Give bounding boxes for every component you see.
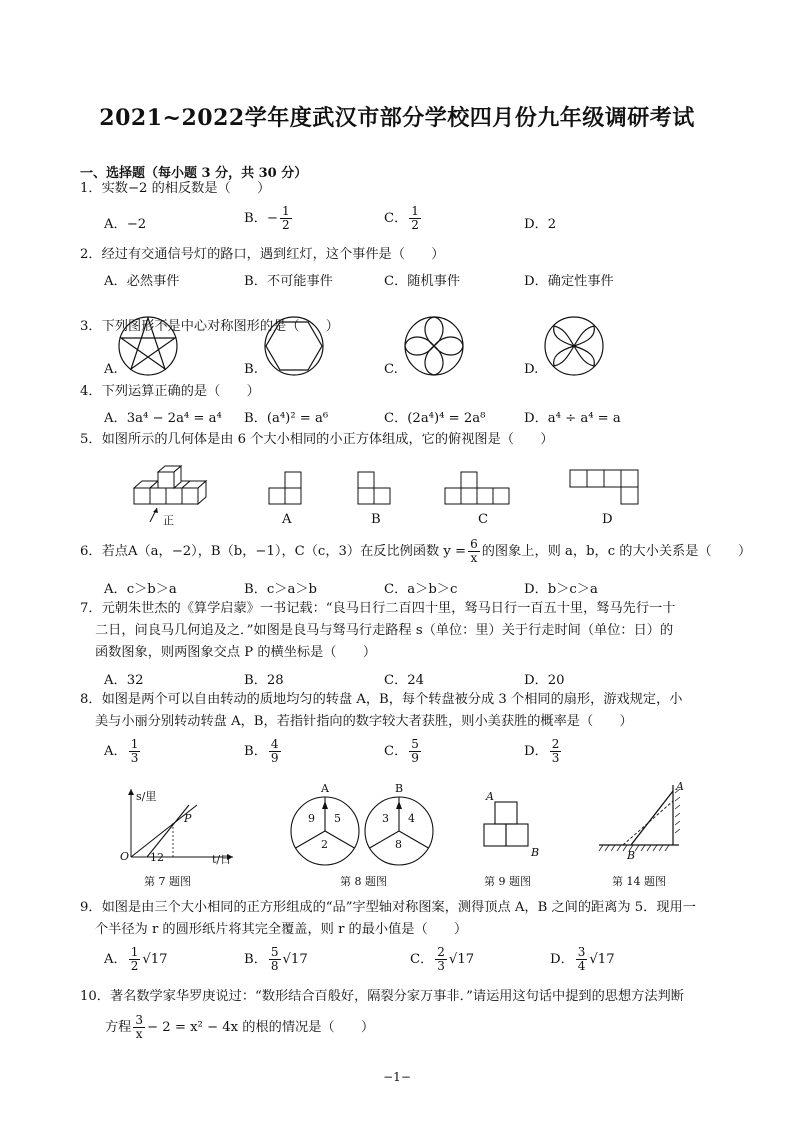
spinner-a-sector-1: 9 [308, 812, 315, 825]
q7-tick-label: 12 [150, 851, 164, 864]
spinner-b-sector-1: 3 [382, 812, 389, 825]
spinner-a-sector-3: 2 [321, 838, 328, 851]
q2-option-b: B．不可能事件 [244, 274, 333, 289]
view-label-a: A [282, 512, 292, 527]
q3-option-a: A. [104, 362, 118, 377]
ladder-wall-figure [597, 783, 687, 861]
q2-option-d: D．确定性事件 [524, 274, 614, 289]
q7-point-p-label: P [184, 812, 192, 825]
q3-option-d: D. [524, 362, 539, 377]
q8-figure-caption: 第 8 题图 [340, 875, 387, 888]
q9-point-b-label: B [531, 846, 540, 859]
q14-point-a-label: A [676, 780, 684, 793]
question-2: 2．经过有交通信号灯的路口，遇到红灯，这个事件是（ ） [80, 247, 445, 262]
q9-option-d: D． $\frac{3}{4}$ √17 [550, 945, 615, 973]
question-10-line-2: 方程 $\frac{3}{x}$ − 2 = x² − 4x 的根的情况是（ ） [105, 1013, 375, 1041]
page-number: −1− [383, 1070, 411, 1084]
q8-option-c: C． $\frac{5}{9}$ [384, 737, 419, 765]
front-view-label: 正 [163, 514, 174, 527]
q9-figure-caption: 第 9 题图 [484, 875, 531, 888]
spinners-figure [289, 795, 449, 867]
q7-figure-caption: 第 7 题图 [144, 875, 191, 888]
circle-hexagon-figure [263, 316, 325, 376]
question-7-line-2: 二日，问良马几何追及之．”如图是良马与驽马行走路程 s（单位：里）关于行走时间（单位：日）的 [95, 623, 674, 638]
spinner-b-sector-3: 8 [395, 838, 402, 851]
cube-solid-figure [128, 468, 220, 528]
q1-option-d: D．2 [524, 217, 557, 232]
q7-option-b: B．28 [244, 673, 284, 688]
view-label-d: D [602, 512, 613, 527]
q9-option-b: B． $\frac{5}{8}$ √17 [244, 945, 308, 973]
exam-title: 2021~2022学年度武汉市部分学校四月份九年级调研考试 [99, 105, 695, 131]
q1-option-b: B．− $\frac{1}{2}$ [244, 204, 290, 232]
q1-option-c: C． $\frac{1}{2}$ [384, 204, 419, 232]
spinner-b-sector-2: 4 [408, 812, 415, 825]
q7-option-a: A．32 [104, 673, 144, 688]
pentagram-figure [117, 316, 179, 376]
q4-option-b: B．(a⁴)² = a⁶ [244, 411, 329, 426]
four-leaf-figure [403, 316, 465, 376]
q14-point-b-label: B [627, 849, 636, 862]
q6-option-a: A．c＞b＞a [104, 582, 177, 597]
q1-option-a: A．−2 [104, 217, 147, 232]
q9-point-a-label: A [486, 790, 494, 803]
view-option-b-figure [356, 470, 396, 506]
question-4: 4．下列运算正确的是（ ） [80, 384, 260, 399]
q7-axis-s-label: s/里 [136, 790, 157, 803]
question-7-line-1: 7．元朝朱世杰的《算学启蒙》一书记载：“良马日行二百四十里，驽马日行一百五十里，驽马先行一十 [80, 601, 676, 616]
q2-option-c: C．随机事件 [384, 274, 461, 289]
q3-option-b: B. [244, 362, 258, 377]
question-1: 1．实数−2 的相反数是（ ） [80, 181, 271, 196]
flower-circle-figure [543, 316, 605, 376]
q6-option-b: B．c＞a＞b [244, 582, 317, 597]
section-heading: 一、选择题（每小题 3 分，共 30 分） [80, 166, 308, 181]
q6-option-c: C．a＞b＞c [384, 582, 458, 597]
question-9-line-1: 9．如图是由三个大小相同的正方形组成的“品”字型轴对称图案，测得顶点 A，B 之间的距离为 5．现用一 [80, 900, 696, 915]
q8-option-b: B． $\frac{4}{9}$ [244, 737, 279, 765]
q6-option-d: D．b＞c＞a [524, 582, 598, 597]
question-6: 6．若点A（a，−2），B（b，−1），C（c，3）在反比例函数 y = $\frac{6}{x}$ 的图象上，则 a，b，c 的大小关系是（ ） [80, 537, 752, 565]
q7-option-d: D．20 [524, 673, 565, 688]
question-9-line-2: 个半径为 r 的圆形纸片将其完全覆盖，则 r 的最小值是（ ） [95, 922, 468, 937]
q3-option-c: C. [384, 362, 398, 377]
view-option-a-figure [267, 470, 307, 506]
q2-option-a: A．必然事件 [104, 274, 180, 289]
spinner-a-sector-2: 5 [334, 812, 341, 825]
q7-axis-t-label: t/日 [212, 853, 232, 866]
question-10-line-1: 10．著名数学家华罗庚说过：“数形结合百般好，隔裂分家万事非．”请运用这句话中提到的思想方法判断 [80, 989, 684, 1004]
question-7-line-3: 函数图象，则两图象交点 P 的横坐标是（ ） [95, 645, 377, 660]
spinner-b-label: B [395, 782, 404, 795]
q7-option-c: C．24 [384, 673, 425, 688]
question-8-line-2: 美与小丽分别转动转盘 A，B，若指针指向的数字较大者获胜，则小美获胜的概率是（ ） [95, 714, 633, 729]
view-label-b: B [371, 512, 381, 527]
q8-option-a: A． $\frac{1}{3}$ [104, 737, 139, 765]
view-label-c: C [478, 512, 489, 527]
q4-option-c: C．(2a⁴)⁴ = 2a⁸ [384, 411, 486, 426]
view-option-d-figure [568, 468, 648, 508]
q14-figure-caption: 第 14 题图 [612, 875, 666, 888]
spinner-a-label: A [321, 782, 329, 795]
q9-option-c: C． $\frac{2}{3}$ √17 [410, 945, 475, 973]
q4-option-d: D．a⁴ ÷ a⁴ = a [524, 411, 621, 426]
q9-option-a: A． $\frac{1}{2}$ √17 [104, 945, 168, 973]
question-3: 3．下列图形不是中心对称图形的是（ ） [80, 319, 339, 334]
q4-option-a: A．3a⁴ − 2a⁴ = a⁴ [104, 411, 222, 426]
q7-origin-label: O [120, 850, 130, 863]
view-option-c-figure [443, 470, 523, 506]
q8-option-d: D． $\frac{2}{3}$ [524, 737, 560, 765]
question-5: 5．如图所示的几何体是由 6 个大小相同的小正方体组成，它的俯视图是（ ） [80, 432, 554, 447]
question-8-line-1: 8．如图是两个可以自由转动的质地均匀的转盘 A，B，每个转盘被分成 3 个相同的扇形，游戏规定，小 [80, 692, 683, 707]
